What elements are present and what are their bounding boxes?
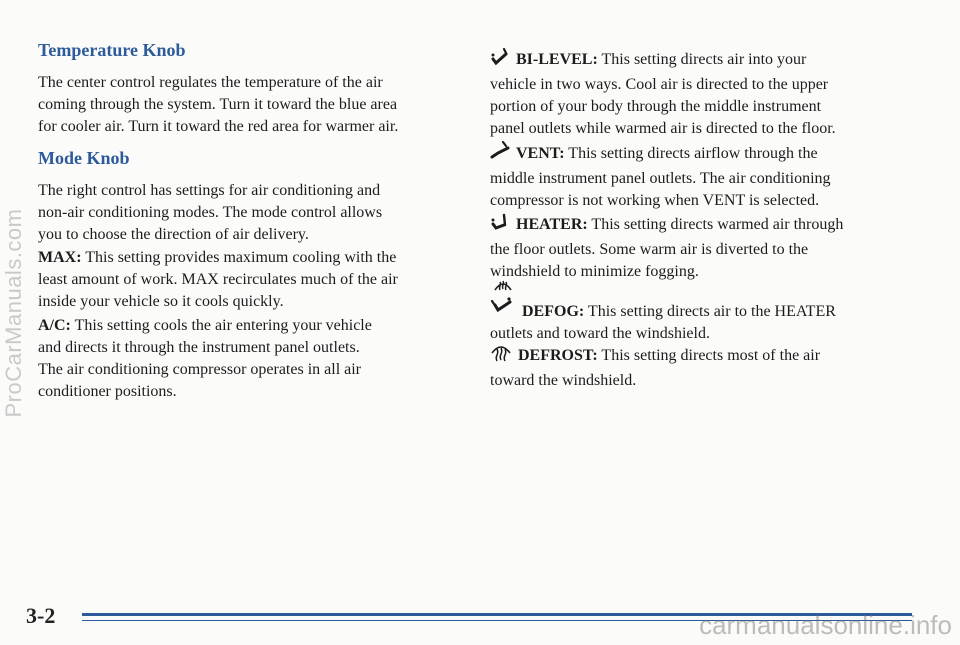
- max-label: MAX:: [38, 249, 82, 266]
- bilevel-airflow-icon: [490, 47, 510, 74]
- ac-label: A/C:: [38, 317, 71, 334]
- heater-floor-icon: [490, 212, 510, 239]
- defog-icon: [490, 292, 516, 320]
- defog-label: DEFOG:: [522, 303, 585, 320]
- heater-label: HEATER:: [516, 216, 588, 233]
- bilevel-label: BI-LEVEL:: [516, 51, 598, 68]
- temperature-knob-heading: Temperature Knob: [38, 40, 186, 60]
- bilevel-setting-text: BI-LEVEL: This setting directs air into your vehicle in two ways. Cool air is directed to the upper portion of your body through the middle instrument panel outlets while warmed air is directed to the floor.: [490, 47, 836, 140]
- max-setting-text: MAX: This setting provides maximum cooling with the least amount of work. MAX recirculates much of the air inside your vehicle so it cools quickly.: [38, 249, 398, 310]
- defog-setting-text: DEFOG: This setting directs air to the HEATER outlets and toward the windshield.: [490, 292, 836, 345]
- defrost-label: DEFROST:: [518, 347, 598, 364]
- vent-setting-text: VENT: This setting directs airflow through the middle instrument panel outlets. The air conditioning compressor is not working when VENT is selected.: [490, 141, 831, 212]
- page-number: 3-2: [26, 603, 56, 628]
- side-watermark: ProCarManuals.com: [1, 208, 26, 418]
- vent-label: VENT:: [516, 145, 565, 162]
- vent-airflow-icon: [490, 141, 510, 168]
- ac-setting-text: A/C: This setting cools the air entering your vehicle and directs it through the instrument panel outlets. The air conditioning compressor operates in all air conditioner positions.: [38, 317, 372, 400]
- heater-setting-text: HEATER: This setting directs warmed air through the floor outlets. Some warm air is diverted to the windshield to minimize fogging.: [490, 212, 843, 283]
- defrost-setting-text: DEFROST: This setting directs most of the air toward the windshield.: [490, 343, 820, 392]
- temperature-knob-text: The center control regulates the temperature of the air coming through the system. Turn it toward the blue area for cooler air. Turn it toward the red area for warmer air.: [38, 74, 399, 135]
- bottom-watermark: carmanualsonline.info: [699, 610, 952, 640]
- mode-knob-heading: Mode Knob: [38, 148, 130, 168]
- defrost-windshield-icon: [490, 343, 512, 370]
- mode-knob-text: The right control has settings for air conditioning and non-air conditioning modes. The mode control allows you to choose the direction of air delivery.: [38, 182, 383, 243]
